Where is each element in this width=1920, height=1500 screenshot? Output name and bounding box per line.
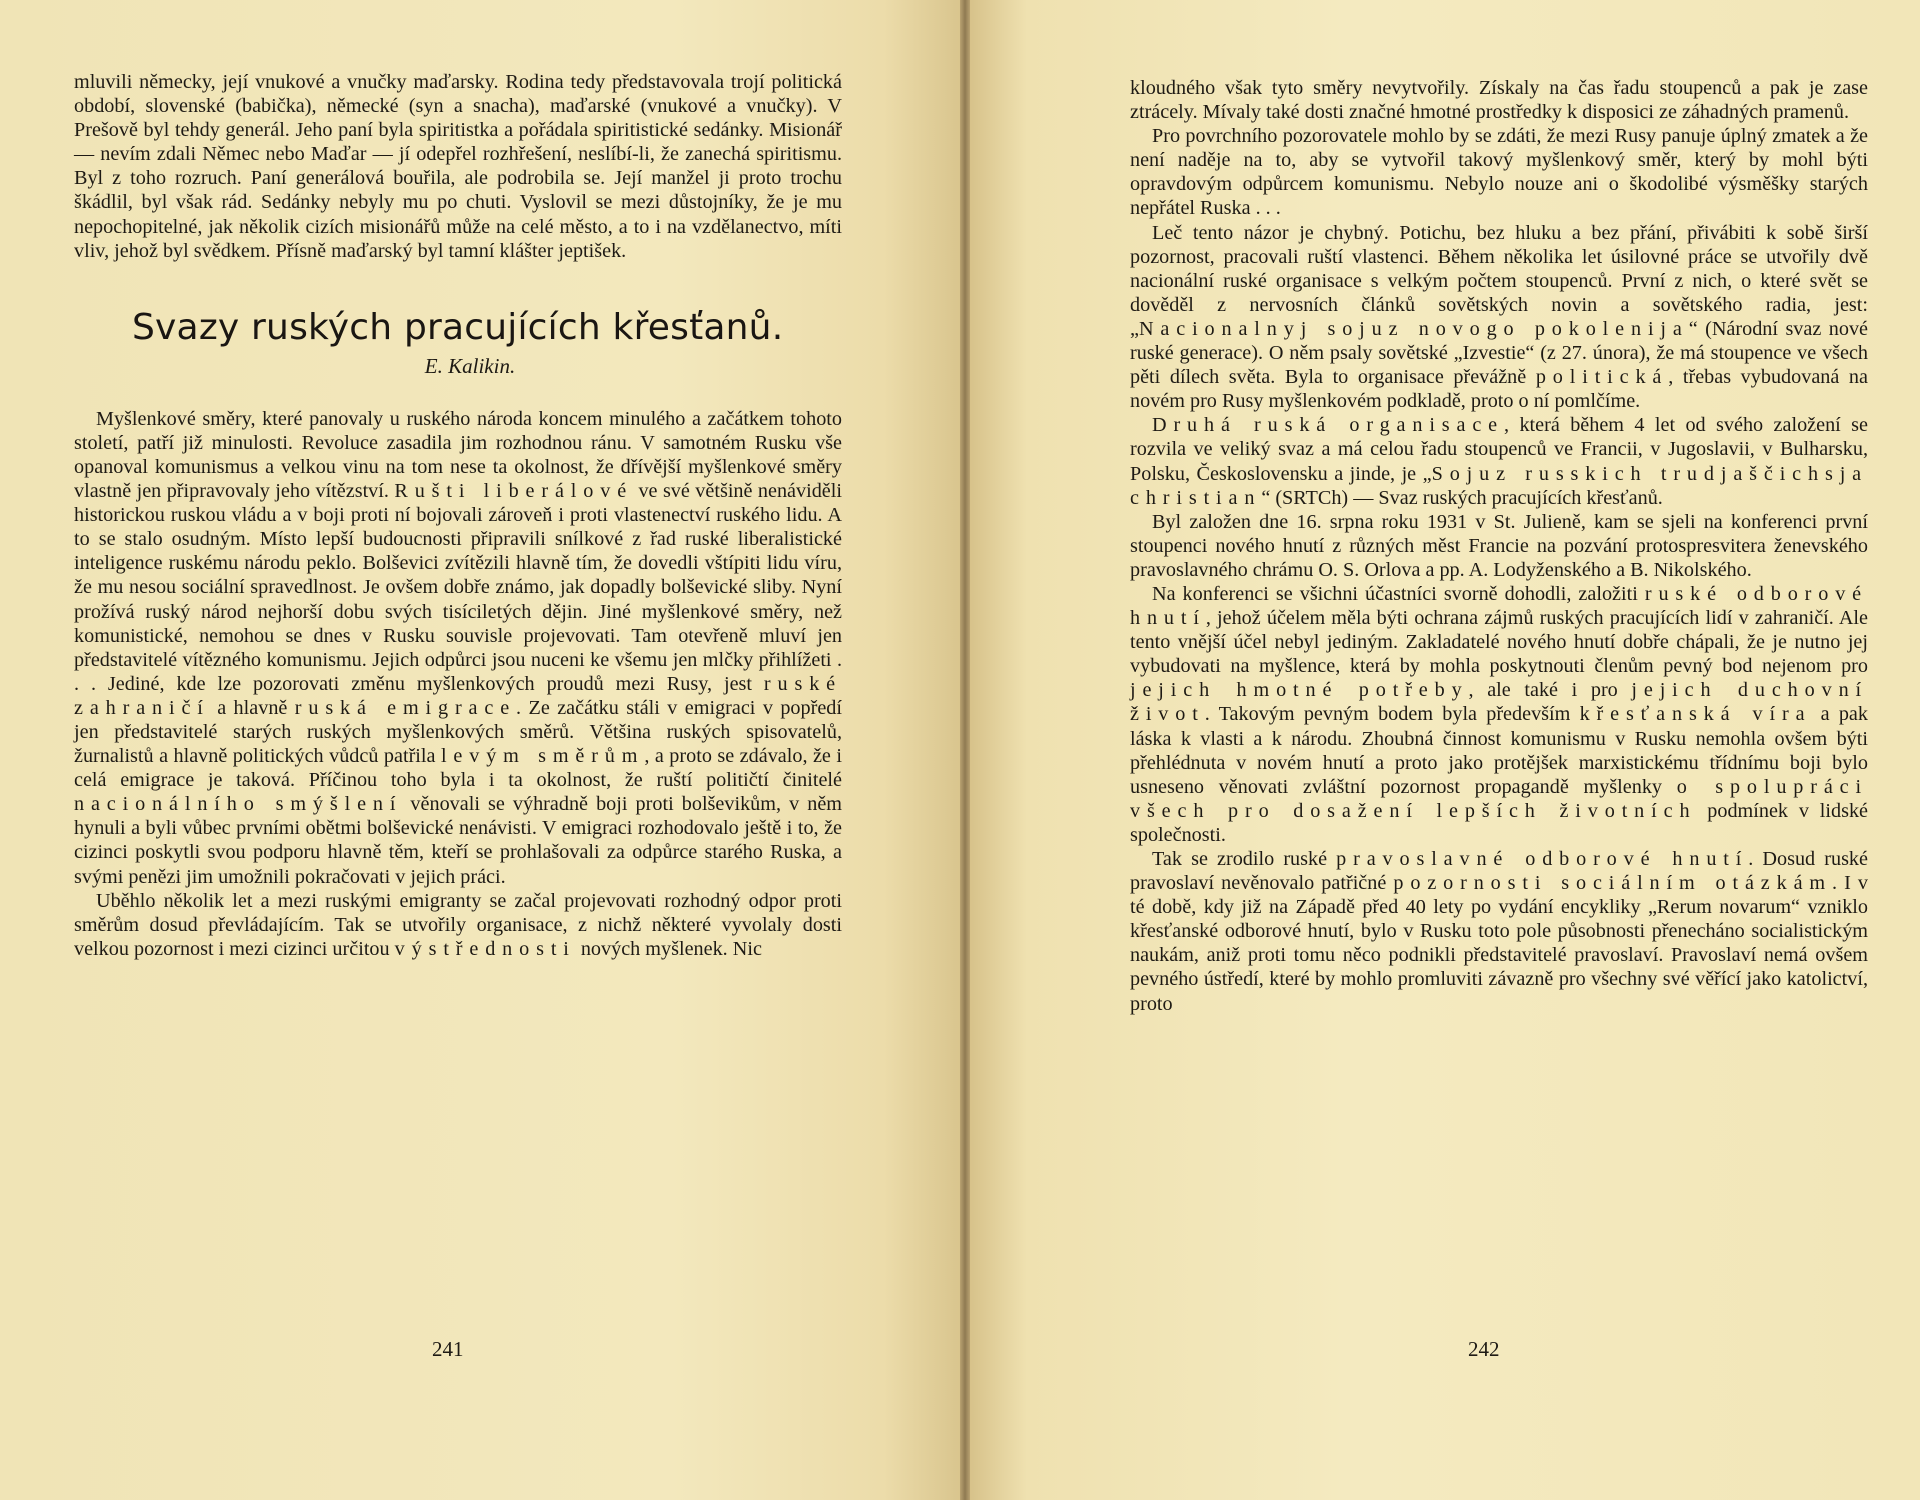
- body-paragraph: Uběhlo několik let a mezi ruskými emigranty se začal projevovati rozhodný odpor proti směrům dosud převládajícím. Tak se utvořily organisace, z nichž některé vyvolaly dosti velkou pozornost i mezi cizinci určitou výstřednosti nových myšlenek. Nic: [74, 889, 842, 960]
- page-number-left: 241: [432, 1337, 464, 1361]
- body-paragraph: Byl založen dne 16. srpna roku 1931 v St. Julieně, kam se sjeli na konferenci první stoupenci nového hnutí z různých měst Francie na pozvání protospresvitera ženevského pravoslavného chrámu O. S. Orlova a pp. A. Lodyženského a B. Nikolského.: [1130, 510, 1868, 581]
- body-paragraph: Druhá ruská organisace, která během 4 let od svého založení se rozvila ve veliký svaz a má celou řadu stoupenců ve Francii, v Jugoslavii, v Bulharsku, Polsku, Československu a jinde, je „Sojuz russkich trudjaščichsja christian“ (SRTCh) — Svaz ruských pracujících křesťanů.: [1130, 414, 1869, 509]
- body-paragraph: Myšlenkové směry, které panovaly u ruského národa koncem minulého a začátkem tohoto století, patří již minulosti. Revoluce zasadila jim rozhodnou ránu. V samotném Rusku vše opanoval komunismus a velkou vinu na tom nese ta okolnost, že dřívější myšlenkové směry vlastně jen připravovaly jeho vítězství. Rušti liberálové ve své většině nenáviděli historickou ruskou vládu a v boji proti ní bojovali zároveň i proti vlastenectví ruského lidu. A to se stalo osudným. Místo lepší budoucnosti připravili snílkové z řad ruské liberalistické inteligence ruskému národu peklo. Bolševici zvítězili hlavně tím, že dovedli vštípiti lidu víru, že mu nesou sociální spravedlnost. Je ovšem dobře známo, jak dopadly bolševické sliby. Nyní prožívá ruský národ nejhorší dobu svých tisíciletých dějin. Jiné myšlenkové směry, než komunistické, nemohou se dnes v Rusku souvisle projevovati. Tam otevřeně mluví jen představitelé vítězného komunismu. Jejich odpůrci jsou nuceni ke všemu jen mlčky přihlížeti . . . Jediné, kde lze pozorovati změnu myšlenkových proudů mezi Rusy, jest ruské zahraničí a hlavně ruská emigrace. Ze začátku stáli v emigraci v popředí jen představitelé starých ruských myšlenkových směrů. Většina ruských spisovatelů, žurnalistů a hlavně politických vůdců patřila levým směrům, a proto se zdávalo, že i celá emigrace je taková. Příčinou toho byla i ta okolnost, že ruští političtí činitelé nacionálního smýšlení věnovali se výhradně boji proti bolševikům, v něm hynuli a byli vůbec prvními obětmi bolševické nenávisti. V emigraci rozhodovalo ještě i to, že cizinci poskytli svou podporu hlavně těm, kteří se prohlašovali za odpůrce starého Ruska, a svými penězi jim umožnili pokračovati v jejich práci.: [74, 407, 843, 888]
- continued-paragraph: kloudného však tyto směry nevytvořily. Získaly na čas řadu stoupenců a pak je zase ztrácely. Mívaly také dosti značné hmotné prostředky k disposici ze záhadných pramenů.: [1130, 77, 1868, 124]
- body-paragraph: Pro povrchního pozorovatele mohlo by se zdáti, že mezi Rusy panuje úplný zmatek a že není naděje na to, aby se vytvořil takový myšlenkový směr, který by mohl býti opravdovým odpůrcem komunismu. Nebylo nouze ani o škodolibé výsměšky starých nepřátel Ruska . . .: [1130, 125, 1868, 220]
- article-author: E. Kalikin.: [424, 353, 516, 378]
- body-paragraph: Tak se zrodilo ruské pravoslavné odborové hnutí. Dosud ruské pravoslaví nevěnovalo patřičné pozornosti sociálním otázkám. I v té době, kdy již na Západě před 40 lety po vydání encykliky „Rerum novarum“ vzniklo křesťanské odborové hnutí, bylo v Rusku toto pole působnosti přenecháno socialistickým naukám, aniž proti tomu něco podnikli představitelé pravoslaví. Pravoslaví nemá ovšem pevného ústředí, které by mohlo promluviti závazně pro všechny své věřící jako katolictví, proto: [1130, 848, 1868, 1015]
- continued-paragraph: mluvili německy, její vnukové a vnučky maďarsky. Rodina tedy představovala trojí politická období, slovenské (babička), německé (syn a snacha), maďarské (vnukové a vnučky). V Prešově byl tehdy generál. Jeho paní byla spiritistka a pořádala spiritistické sedánky. Misionář — nevím zdali Němec nebo Maďar — jí odepřel rozhřešení, neslíbí-li, že zanechá spiritismu. Byl z toho rozruch. Paní generálová bouřila, ale podrobila se. Její manžel ji proto trochu škádlil, byl však rád. Sedánky nebyly mu po chuti. Vyslovil se mezi důstojníky, že je mu nepochopitelné, jak několik cizích misionářů může na celé město, a to i na vzdělanectvo, míti vliv, jehož byl svědkem. Přísně maďarský byl tamní klášter jeptišek.: [74, 71, 842, 262]
- body-paragraph: Leč tento názor je chybný. Potichu, bez hluku a bez přání, přivábiti k sobě širší pozornost, pracovali ruští vlastenci. Během několika let úsilovné práce se utvořily dvě nacionální ruské organisace s velkým počtem stoupenců. První z nich, o které svět se dověděl z nervosních článků sovětských novin a sovětského radia, jest: „Nacionalnyj sojuz novogo pokolenija“ (Národní svaz nové ruské generace). O něm psaly sovětské „Izvestie“ (z 27. února), že má stoupence ve všech pěti dílech světa. Byla to organisace převážně politická, třebas vybudovaná na novém pro Rusy myšlenkovém podkladě, proto o ní pomlčíme.: [1130, 221, 1869, 413]
- right-page: [970, 0, 1920, 1500]
- body-paragraph: Na konferenci se všichni účastníci svorně dohodli, založiti ruské odborové hnutí, jehož účelem měla býti ochrana zájmů ruských pracujících lidí v zahraničí. Ale tento vnější účel nebyl jediným. Zakladatelé nového hnutí dobře chápali, že je nutno jej vybudovati na myšlence, která by mohla poskytnouti členům pevný bod nejenom pro jejich hmotné potřeby, ale také i pro jejich duchovní život. Takovým pevným bodem byla především křesťanská víra a pak láska k vlasti a k národu. Zhoubná činnost komunismu v Rusku nemohla ovšem býti přehlédnuta v novém hnutí a proto jako protějšek marxistickému třídnímu boji bylo usneseno věnovati zvláštní pozornost propagandě myšlenky o spolupráci všech pro dosažení lepších životních podmínek v lidské společnosti.: [1130, 582, 1869, 846]
- article-title: Svazy ruských pracujících křesťanů.: [132, 306, 784, 348]
- page-number-right: 242: [1468, 1337, 1500, 1361]
- book-gutter: [960, 0, 970, 1500]
